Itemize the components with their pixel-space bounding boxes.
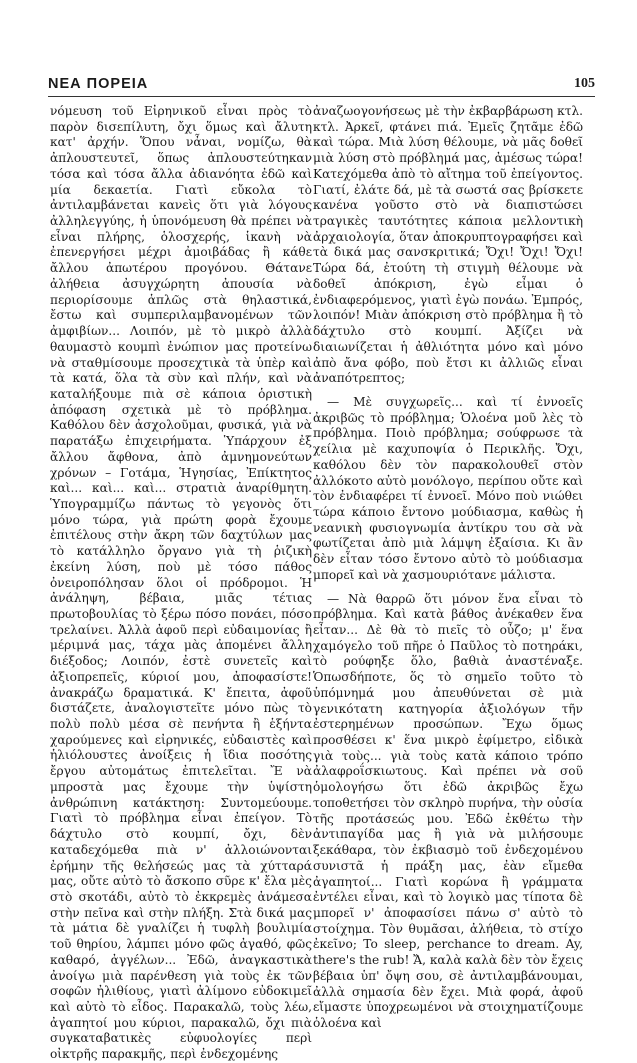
paragraph: — Νὰ θαρρῶ ὅτι μόνον ἕνα εἶναι τὸ πρόβλημα. Καὶ κατὰ βάθος ἀνέκαθεν ἕνα εἶταν... Δὲ θὰ τὸ πιεῖς τὸ οὖζο; μ' ἕνα χαμόγελο τοῦ πῆρε ὁ Παῦλος τὸ ποτηράκι, τὸ ρούφηξε ὅλο, βαθιὰ ἀναστέναξε. Ὁπωσδήποτε, ὅς τὸ σημεῖο τοῦτο τὸ ὑπόμνημά μου ἀπευθύνεται σὲ μιὰ γενικότατη κατηγορία ἀξιολόγων τῆν ἐστερημένων προσώπων. Ἔχω ὅμως προσθέσει κ' ἕνα μικρὸ ἐφίμετρο, εἰδικὰ γιὰ τοὺς... γιὰ τοὺς κατὰ κάποιο τρόπο ἀλαφροΐσκιωτους. Καὶ πρέπει νὰ σοῦ ὁμολογήσω ὅτι ἐδῶ ἀκριβῶς ἔχω τοποθετήσει τὸν σκληρὸ πυρήνα, τὴν οὐσία τῆς προτάσεώς μου. Ἐδῶ ἐκθέτω τὴν ἀντιπαγίδα μας ἢ γιὰ νὰ μιλήσουμε ξεκάθαρα, τὸν ἐκβιασμὸ τοῦ ἐνδεχομένου συνιστᾶ ἡ πράξη μας, ἐὰν εἴμεθα ἀγαπητοί... Γιατὶ κορώνα ἢ γράμματα ἐντέλει εἶναι, καὶ τὸ λογικὸ μας τίποτα δὲ μπορεῖ ν' ἀποφασίσει πάνω σ' αὐτὸ τὸ στοίχημα. Τὸν θυμᾶσαι, ἀλήθεια, τὸ στίχο ἐκεῖνο; To sleep, perchance to dream. Ay, there's the rub! Ἄ, καλὰ καλὰ δὲν τὸν ἔχεις βέβαια ὑπ' ὄψη σου, σὲ ἀντιλαμβάνουμαι, ἀλλὰ σημασία δὲν ἔχει. Μιὰ φορά, ἀφοῦ εἴμαστε ὑποχρεωμένοι νὰ στοιχηματίζουμε ὁλοένα καὶ xyxy=(313,591,583,1030)
page-number: 105 xyxy=(574,76,595,91)
paragraph: — Μὲ συγχωρεῖς... καὶ τί ἐννοεῖς ἀκριβῶς τὸ πρόβλημα; Ὁλοένα μοῦ λὲς τὸ πρόβλημα. Ποιὸ πρόβλημα; σούφρωσε τὰ χείλια μὲ καχυποψία ὁ Περικλῆς. Ὄχι, καθόλου δὲν τὸν παρακολουθεῖ στὸν ἀλλόκοτο αὐτὸ μονόλογο, περίπου οὔτε καὶ τὸν ἐνδιαφέρει τί ἐννοεῖ. Μόνο ποὺ νιώθει τώρα κάποιο ἔντονο μούδιασμα, καθὼς ἡ νεανικὴ φυσιογνωμία ἀντίκρυ του σὰ νὰ φωτίζεται ἀπὸ μιὰ λάμψη ἐξαίσια. Κι ἂν δὲν εἶταν τόσο ἔντονο αὐτὸ τὸ μούδιασμα μπορεῖ καὶ νὰ χασμουριότανε μάλιστα. xyxy=(313,394,583,582)
left-column xyxy=(50,104,312,1063)
right-column xyxy=(313,104,583,1032)
journal-title: ΝΕΑ ΠΟΡΕΙΑ xyxy=(48,76,149,92)
running-header xyxy=(48,70,595,97)
paragraph: ἀναζωογονήσεως μὲ τὴν ἐκβαρβάρωση κτλ. κτλ. Ἀρκεῖ, φτάνει πιά. Ἐμεῖς ζητᾶμε ἐδῶ καὶ τώρα. Μιὰ λύση θέλουμε, νὰ μᾶς δοθεῖ μιὰ λύση στὸ πρόβλημά μας, ἀμέσως τώρα! Κατεχόμεθα ἀπὸ τὸ αἴτημα τοῦ ἐπείγοντος. Γιατί, ἐλάτε δά, μὲ τὰ σωστά σας βρίσκετε κανένα γοῦστο στὸ νὰ διαπιστώσει τραγικὲς ταυτότητες κάποια μελλοντικὴ ἀρχαιολογία, ὅταν ἀποκρυπτογραφήσει καὶ τὰ δικά μας σανσκριτικά; Ὄχι! Ὄχι! Ὄχι! Τώρα δά, ἐτούτη τὴ στιγμὴ θέλουμε νὰ δοθεῖ ἀπόκριση, ἐγὼ εἶμαι ὁ ἐνδιαφερόμενος, γιατὶ ἐγὼ πονάω. Ἐμπρός, λοιπόν! Μιὰν ἀπόκριση στὸ πρόβλημα ἢ τὸ δάχτυλο στὸ κουμπί. Ἀξίζει νὰ διαιωνίζεται ἡ ἀθλιότητα μόνο καὶ μόνο ἀπὸ ἄνα φόβο, ποὺ ἔτσι κι ἀλλιῶς εἶναι ἀναπότρεπτος; xyxy=(313,104,583,386)
paragraph: νόμευση τοῦ Εἰρηνικοῦ εἶναι πρὸς τὸ παρὸν δισεπίλυτη, ὄχι ὅμως καὶ ἄλυτη κατ' ἀρχήν. Ὅπου νἆναι, νομίζω, θὰ ἀπλουστευτεῖ, ὅπως ἀπλουστεύτηκαν τόσα καὶ τόσα ἄλλα ἀδιανόητα ἐδῶ καὶ μία δεκαετία. Γιατὶ εὔκολα τὸ ἀντιλαμβάνεται κανεὶς ὅτι γιὰ λόγους ἀλληλεγγύης, ἡ ὑπονόμευση θὰ πρέπει νὰ εἶναι πλήρης, ὁλοσχερής, ἱκανὴ νὰ ἐπενεργήσει μέχρι ἀμοιβάδας ἢ κάθε ἄλλου ἀπωτέρου προγόνου. Θάτανε ἀλήθεια ἀσυγχώρητη ἀπουσία νὰ περιορίσουμε ἁπλῶς στὰ θηλαστικά, ἔστω καὶ συμπεριλαμβανομένων τῶν ἀμφιβίων... Λοιπόν, μὲ τὸ μικρὸ ἀλλὰ θαυμαστὸ κουμπὶ ἐνώπιον μας προτείνω νὰ σταθμίσουμε προσεχτικὰ τὰ ὑπὲρ καὶ τὰ κατά, ὅλα τὰ σὺν καὶ πλήν, καὶ νὰ καταλήξουμε πιὰ σὲ κάποια ὁριστικὴ ἀπόφαση σχετικὰ μὲ τὸ πρόβλημα. Καθόλου δὲν ἀσχολοῦμαι, φυσικά, γιὰ νὰ παρατάξω ἐπιχειρήματα. Ὑπάρχουν ἐξ ἄλλου ἄφθονα, ἀπὸ ἀμνημονεύτων χρόνων – Γοτάμα, Ἡγησίας, Ἐπίκτητος καὶ... καὶ... καὶ... στρατιὰ ἀναρίθμητη. Ὑπογραμμίζω πάντως τὸ γεγονὸς ὅτι μόνο τώρα, γιὰ πρώτη φορὰ ἔχουμε ἐπιτέλους στὴν ἄκρη τῶν δαχτύλων μας τὸ κατάλληλο ὄργανο γιὰ τὴ ῥιζικὴ ἐκείνη λύση, ποὺ μὲ τόσο πάθος ὀνειροπόλησαν ὅλοι οἱ πρόδρομοι. Ἡ ἀνάληψη, βέβαια, μιᾶς τέτιας πρωτοβουλίας τὸ ξέρω πόσο πονάει, πόσο τρελαίνει. Ἀλλὰ ἀφοῦ περὶ εὐδαιμονίας ἢ μέριμνά μας, τάχα μὰς ἀπομένει ἄλλη διέξοδος; Λοιπόν, ἐστὲ συνετεῖς καὶ ἀξιοπρεπεῖς, κύριοί μου, ἀποφασίστε! ἀνακράζω δραματικά. Κ' ἔπειτα, ἀφοῦ διστάζετε, ἀναλογιστεῖτε μόνο πὼς τὸ πολὺ πολὺ μέσα σὲ πενήντα ἢ ἑξήντα χαρούμενες καὶ εἰρηνικές, εὐδαιστὲς καὶ ἡλιόλουστες ἀνοίξεις ἡ ἴδια ποσότης ἔργου αὐτομάτως ἐπιτελεῖται. Ἔ νὰ μπροστὰ μας ἔχουμε τὴν ὑψίστη ἀνθρώπινη κατάκτηση: Συντομεύουμε. Γιατὶ τὸ πρόβλημα εἶναι ἐπείγον. Τὸ δάχτυλο στὸ κουμπί, ὄχι, δὲν καταδεχόμεθα πιὰ ν' ἀλλοιώνονται ἐρήμην τῆς θελήσεώς μας τὰ χύτταρά μας, οὔτε αὐτὸ τὸ ἄσκοπο σῦρε κ' ἔλα μὲς στὸ σκοτάδι, αὐτὸ τὸ ἐκκρεμὲς ἀνάμεσα στὴν πεῖνα καὶ στὴν πλήξη. Στὰ δικά μας τὰ μάτια δὲ γναλίζει ἡ τυφλὴ βουλιμία τοῦ θηρίου, λάμπει μόνο φῶς ἀγαθό, φῶς καθαρό, ἀγγέλων... Ἐδῶ, ἀναγκαστικὰ ἀνοίγω μιὰ παρένθεση γιὰ τοὺς ἐκ τῶν σοφῶν ἠλιθίους, γιατὶ ἀλίμονο εὐδοκιμεῖ καὶ αὐτὸ τὸ εἶδος. Παρακαλῶ, τοὺς λέω, ἀγαπητοί μου κύριοι, παρακαλῶ, ὄχι πιὰ συγκαταβατικὲς εὐφυολογίες περὶ οἰκτρῆς παρακμῆς, περὶ ἐνδεχομένης xyxy=(50,104,312,1062)
